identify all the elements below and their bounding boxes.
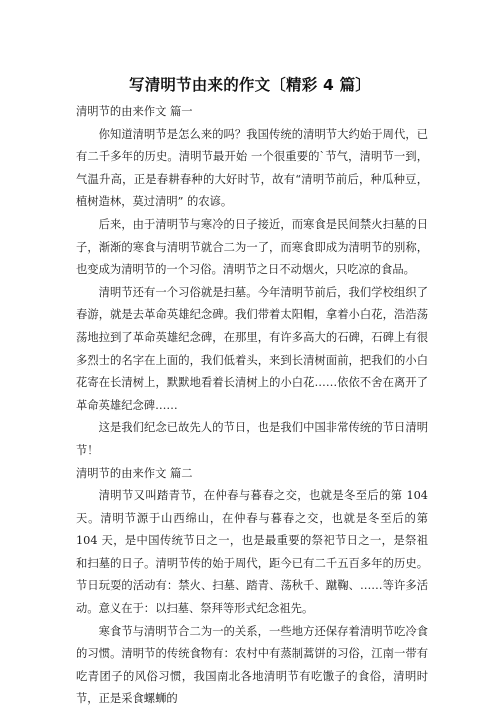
document-title: 写清明节由来的作文〔精彩 4 篇〕 bbox=[129, 76, 371, 94]
document-body bbox=[76, 101, 428, 711]
paragraph: 你知道清明节是怎么来的吗？我国传统的清明节大约始于周代，已有二千多年的历史。清明节最开始 一个很重要的`节气，清明节一到，气温升高，正是春耕春种的大好时节，故有“清明节前后，种瓜种豆，植树造林，莫过清明” 的农谚。 bbox=[76, 127, 428, 209]
paragraph: 清明节又叫踏青节，在仲春与暮春之交，也就是冬至后的第 104 天。清明节源于山西绵山，在仲春与暮春之交，也就是冬至后的第 104 天，是中国传统节日之一，也是最重要的祭祀节日之一，是祭祖和扫墓的日子。清明节传的始于周代，距今已有二千五百多年的历史。节日玩耍的活动有：禁火、扫墓、踏青、荡秋千、蹴鞠、……等许多活动。意义在于：以扫墓、祭拜等形式纪念祖先。 bbox=[76, 489, 428, 616]
paragraph: 寒食节与清明节合二为一的关系，一些地方还保存着清明节吃冷食的习惯。清明节的传统食物有：农村中有蒸制蒿饼的习俗，江南一带有吃青团子的风俗习惯，我国南北各地清明节有吃馓子的食俗，清明时节，正是采食螺蛳的 bbox=[76, 624, 428, 706]
paragraph: 这是我们纪念已故先人的节日，也是我们中国非常传统的节日清明节！ bbox=[76, 421, 428, 457]
section-heading: 清明节的由来作文 篇一 bbox=[76, 105, 193, 118]
section-heading: 清明节的由来作文 篇二 bbox=[76, 466, 193, 480]
paragraph: 清明节还有一个习俗就是扫墓。今年清明节前后，我们学校组织了春游，就是去革命英雄纪念碑。我们带着太阳帽，拿着小白花，浩浩荡荡地拉到了革命英雄纪念碑，在那里，有许多高大的石碑，石碑上有很多烈士的名字在上面的，我们低着头，来到长清树面前，把我们的小白花寄在长清树上，默默地看着长清树上的小白花……依依不舍在离开了革命英雄纪念碑…… bbox=[76, 285, 428, 412]
paragraph: 后来，由于清明节与寒冷的日子接近，而寒食是民间禁火扫墓的日子，渐渐的寒食与清明节就合二为一了，而寒食即成为清明节的别称，也变成为清明节的一个习俗。清明节之日不动烟火，只吃凉的食品。 bbox=[76, 217, 428, 277]
